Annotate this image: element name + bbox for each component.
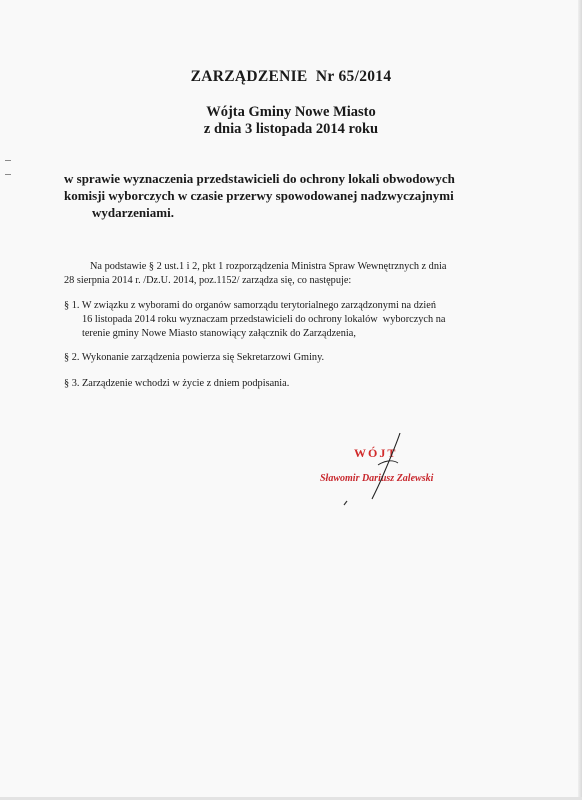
subject-line: komisji wyborczych w czasie przerwy spowodowanej nadzwyczajnymi (64, 188, 454, 203)
legal-basis-line: Na podstawie § 2 ust.1 i 2, pkt 1 rozporządzenia Ministra Spraw Wewnętrznych z dnia (90, 261, 447, 272)
subject-line: w sprawie wyznaczenia przedstawicieli do ochrony lokali obwodowych (64, 171, 455, 186)
handwritten-signature (300, 425, 470, 515)
paragraph-1-line: § 1. W związku z wyborami do organów samorządu terytorialnego zarządzonymi na dzień (64, 300, 436, 311)
signature-block (300, 425, 470, 515)
signature-title: WÓJT (354, 446, 398, 460)
document-date: z dnia 3 listopada 2014 roku (203, 121, 379, 137)
document-issuer: Wójta Gminy Nowe Miasto (206, 104, 376, 120)
paragraph-1-line: 16 listopada 2014 roku wyznaczam przedstawicieli do ochrony lokalów wyborczych na (82, 314, 446, 325)
document-title: ZARZĄDZENIE Nr 65/2014 (190, 68, 392, 85)
paragraph-1-line: terenie gminy Nowe Miasto stanowiący załącznik do Zarządzenia, (82, 328, 356, 339)
margin-tick (5, 160, 11, 161)
document-subject (64, 170, 544, 221)
margin-tick (5, 174, 11, 175)
subject-line: wydarzeniami. (92, 205, 174, 220)
signature-name: Sławomir Dariusz Zalewski (320, 473, 434, 484)
paragraph-2: § 2. Wykonanie zarządzenia powierza się Sekretarzowi Gminy. (64, 352, 325, 363)
legal-basis-line: 28 sierpnia 2014 r. /Dz.U. 2014, poz.1152/ zarządza się, co następuje: (64, 275, 352, 286)
paragraph-3: § 3. Zarządzenie wchodzi w życie z dniem podpisania. (64, 378, 290, 389)
